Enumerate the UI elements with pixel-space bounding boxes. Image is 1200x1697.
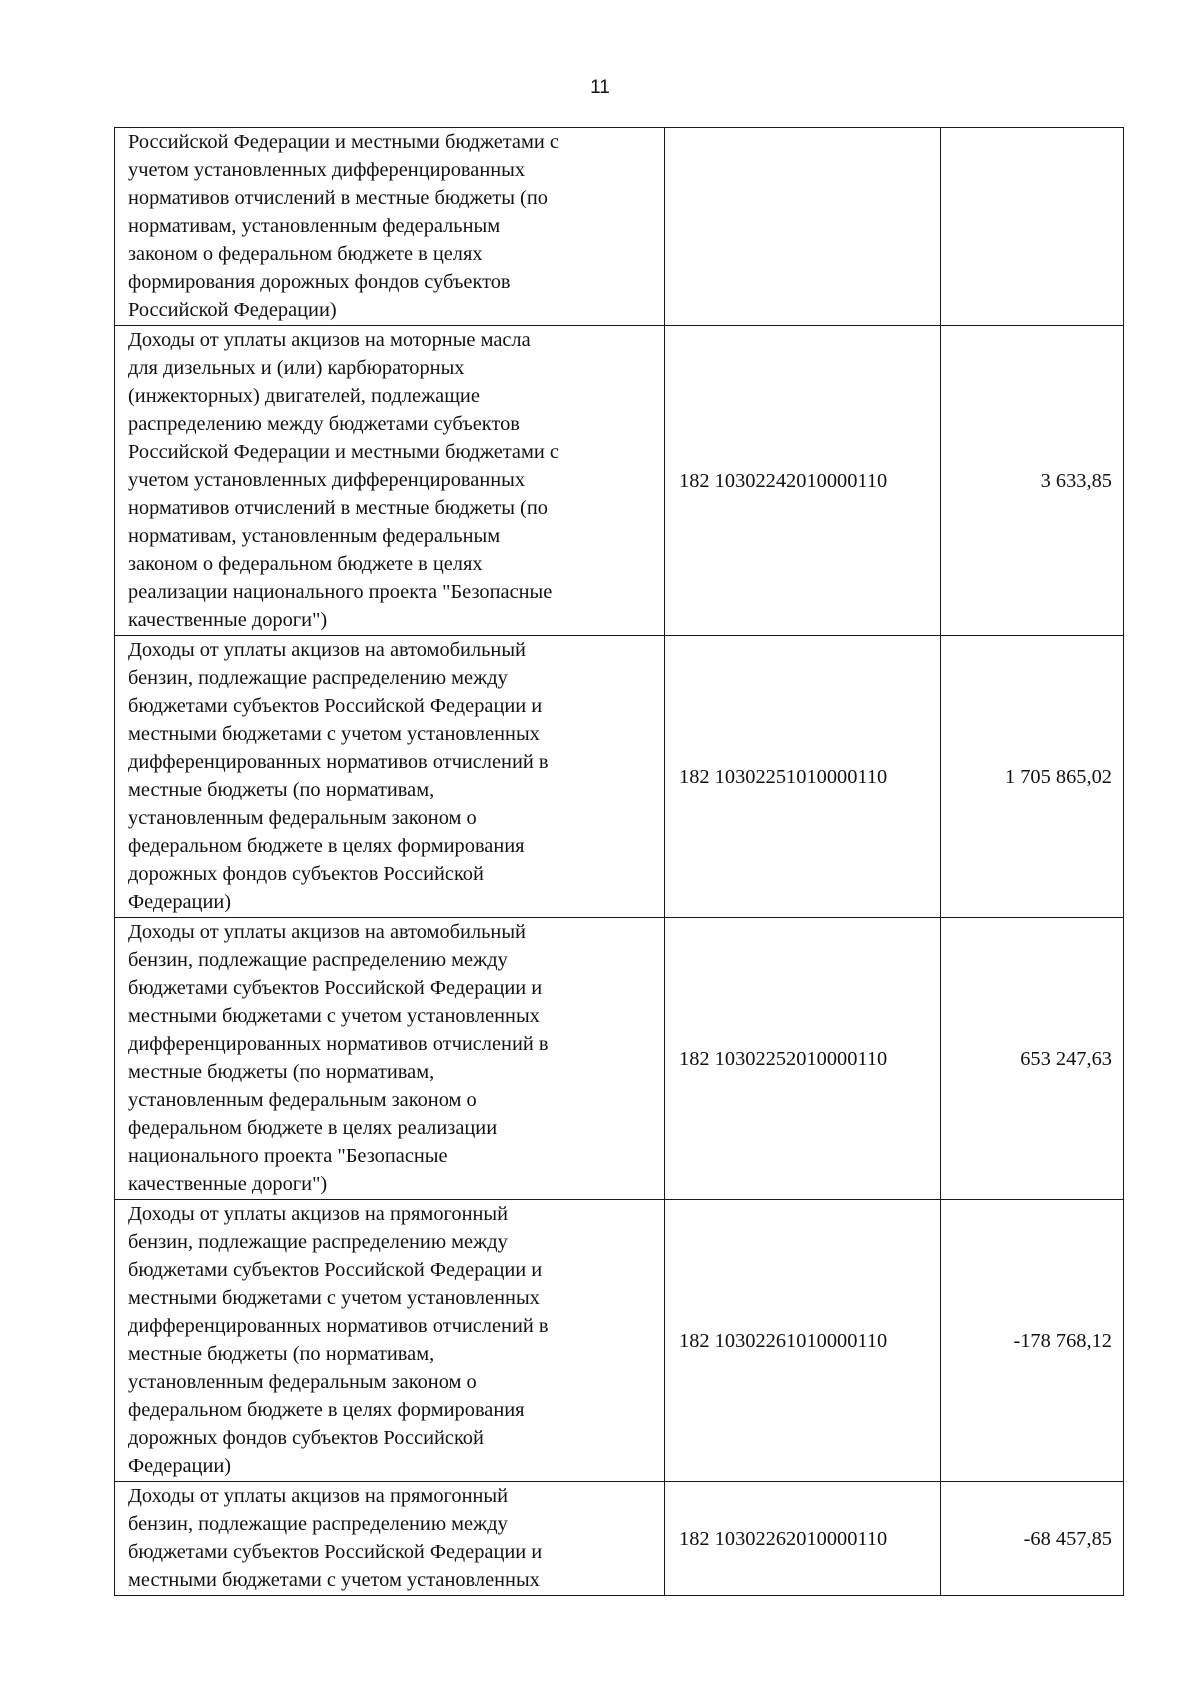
revenue-name-line: местными бюджетами с учетом установленных <box>128 1005 540 1027</box>
amount-cell: 653 247,63 <box>941 918 1124 1200</box>
amount-cell: 3 633,85 <box>941 326 1124 636</box>
budget-code-cell: 182 10302251010000110 <box>665 636 941 918</box>
revenue-name-line: Российской Федерации) <box>128 299 337 321</box>
revenue-name-line: Доходы от уплаты акцизов на моторные масла <box>128 329 531 351</box>
revenue-name-cell <box>115 918 665 1200</box>
budget-code-cell: 182 10302252010000110 <box>665 918 941 1200</box>
revenue-name-line: законом о федеральном бюджете в целях <box>128 243 483 265</box>
revenue-name-line: реализации национального проекта "Безопасные <box>128 581 553 603</box>
revenue-name-line: для дизельных и (или) карбюраторных <box>128 357 465 379</box>
revenue-name-line: бензин, подлежащие распределению между <box>128 1231 508 1253</box>
table-row <box>115 636 1124 918</box>
budget-code-cell: 182 10302262010000110 <box>665 1482 941 1596</box>
revenue-name-line: бензин, подлежащие распределению между <box>128 1513 508 1535</box>
revenue-name-line: Доходы от уплаты акцизов на автомобильный <box>128 921 526 943</box>
revenue-name-line: установленным федеральным законом о <box>128 807 477 829</box>
revenue-name-line: бюджетами субъектов Российской Федерации и <box>128 695 543 717</box>
revenue-name-line: дифференцированных нормативов отчислений в <box>128 1033 549 1055</box>
revenue-name-line: Доходы от уплаты акцизов на автомобильный <box>128 639 526 661</box>
revenue-name-cell <box>115 1200 665 1482</box>
revenue-name-line: федеральном бюджете в целях формирования <box>128 835 525 857</box>
revenue-name-line: бюджетами субъектов Российской Федерации и <box>128 1259 543 1281</box>
revenue-name-line: установленным федеральным законом о <box>128 1089 477 1111</box>
revenue-name-line: нормативам, установленным федеральным <box>128 215 501 237</box>
budget-code-cell: 182 10302242010000110 <box>665 326 941 636</box>
table-row <box>115 128 1124 326</box>
table-row <box>115 1200 1124 1482</box>
table-row <box>115 326 1124 636</box>
revenue-name-line: местные бюджеты (по нормативам, <box>128 1343 435 1365</box>
revenue-name-line: дифференцированных нормативов отчислений в <box>128 751 549 773</box>
revenue-name-line: бюджетами субъектов Российской Федерации и <box>128 1541 543 1563</box>
revenue-name-line: местные бюджеты (по нормативам, <box>128 779 435 801</box>
revenue-name-line: учетом установленных дифференцированных <box>128 159 526 181</box>
amount-cell <box>941 128 1124 326</box>
revenue-name-line: дифференцированных нормативов отчислений в <box>128 1315 549 1337</box>
budget-code-cell: 182 10302261010000110 <box>665 1200 941 1482</box>
revenue-table <box>114 127 1124 1596</box>
revenue-name-line: качественные дороги") <box>128 609 328 631</box>
revenue-name-line: законом о федеральном бюджете в целях <box>128 553 483 575</box>
revenue-name-line: Российской Федерации и местными бюджетами с <box>128 131 559 153</box>
revenue-name-line: распределению между бюджетами субъектов <box>128 413 520 435</box>
revenue-name-line: Российской Федерации и местными бюджетами с <box>128 441 559 463</box>
table-row <box>115 918 1124 1200</box>
revenue-name-line: федеральном бюджете в целях формирования <box>128 1399 525 1421</box>
table-row <box>115 1482 1124 1596</box>
amount-cell: -178 768,12 <box>941 1200 1124 1482</box>
revenue-name-line: качественные дороги") <box>128 1173 328 1195</box>
revenue-name-line: местными бюджетами с учетом установленных <box>128 1287 540 1309</box>
revenue-name-line: Доходы от уплаты акцизов на прямогонный <box>128 1485 509 1507</box>
revenue-name-cell <box>115 326 665 636</box>
revenue-name-line: (инжекторных) двигателей, подлежащие <box>128 385 480 407</box>
revenue-name-line: местными бюджетами с учетом установленных <box>128 1569 540 1591</box>
revenue-name-line: бензин, подлежащие распределению между <box>128 949 508 971</box>
revenue-name-line: национального проекта "Безопасные <box>128 1145 448 1167</box>
revenue-name-line: учетом установленных дифференцированных <box>128 469 526 491</box>
revenue-name-line: Федерации) <box>128 1455 232 1477</box>
revenue-name-line: бюджетами субъектов Российской Федерации и <box>128 977 543 999</box>
revenue-name-line: бензин, подлежащие распределению между <box>128 667 508 689</box>
revenue-name-line: федеральном бюджете в целях реализации <box>128 1117 498 1139</box>
revenue-name-line: дорожных фондов субъектов Российской <box>128 1427 484 1449</box>
revenue-name-line: местными бюджетами с учетом установленных <box>128 723 540 745</box>
budget-code-cell <box>665 128 941 326</box>
revenue-name-line: Федерации) <box>128 891 232 913</box>
revenue-name-cell <box>115 128 665 326</box>
revenue-name-line: установленным федеральным законом о <box>128 1371 477 1393</box>
revenue-name-line: Доходы от уплаты акцизов на прямогонный <box>128 1203 509 1225</box>
page-number: 11 <box>590 77 610 98</box>
revenue-name-line: нормативам, установленным федеральным <box>128 525 501 547</box>
revenue-name-cell <box>115 1482 665 1596</box>
revenue-name-line: нормативов отчислений в местные бюджеты (по <box>128 497 548 519</box>
amount-cell: -68 457,85 <box>941 1482 1124 1596</box>
revenue-name-line: местные бюджеты (по нормативам, <box>128 1061 435 1083</box>
table-body <box>115 128 1124 1596</box>
revenue-name-line: дорожных фондов субъектов Российской <box>128 863 484 885</box>
revenue-name-cell <box>115 636 665 918</box>
amount-cell: 1 705 865,02 <box>941 636 1124 918</box>
revenue-name-line: нормативов отчислений в местные бюджеты (по <box>128 187 548 209</box>
revenue-name-line: формирования дорожных фондов субъектов <box>128 271 511 293</box>
